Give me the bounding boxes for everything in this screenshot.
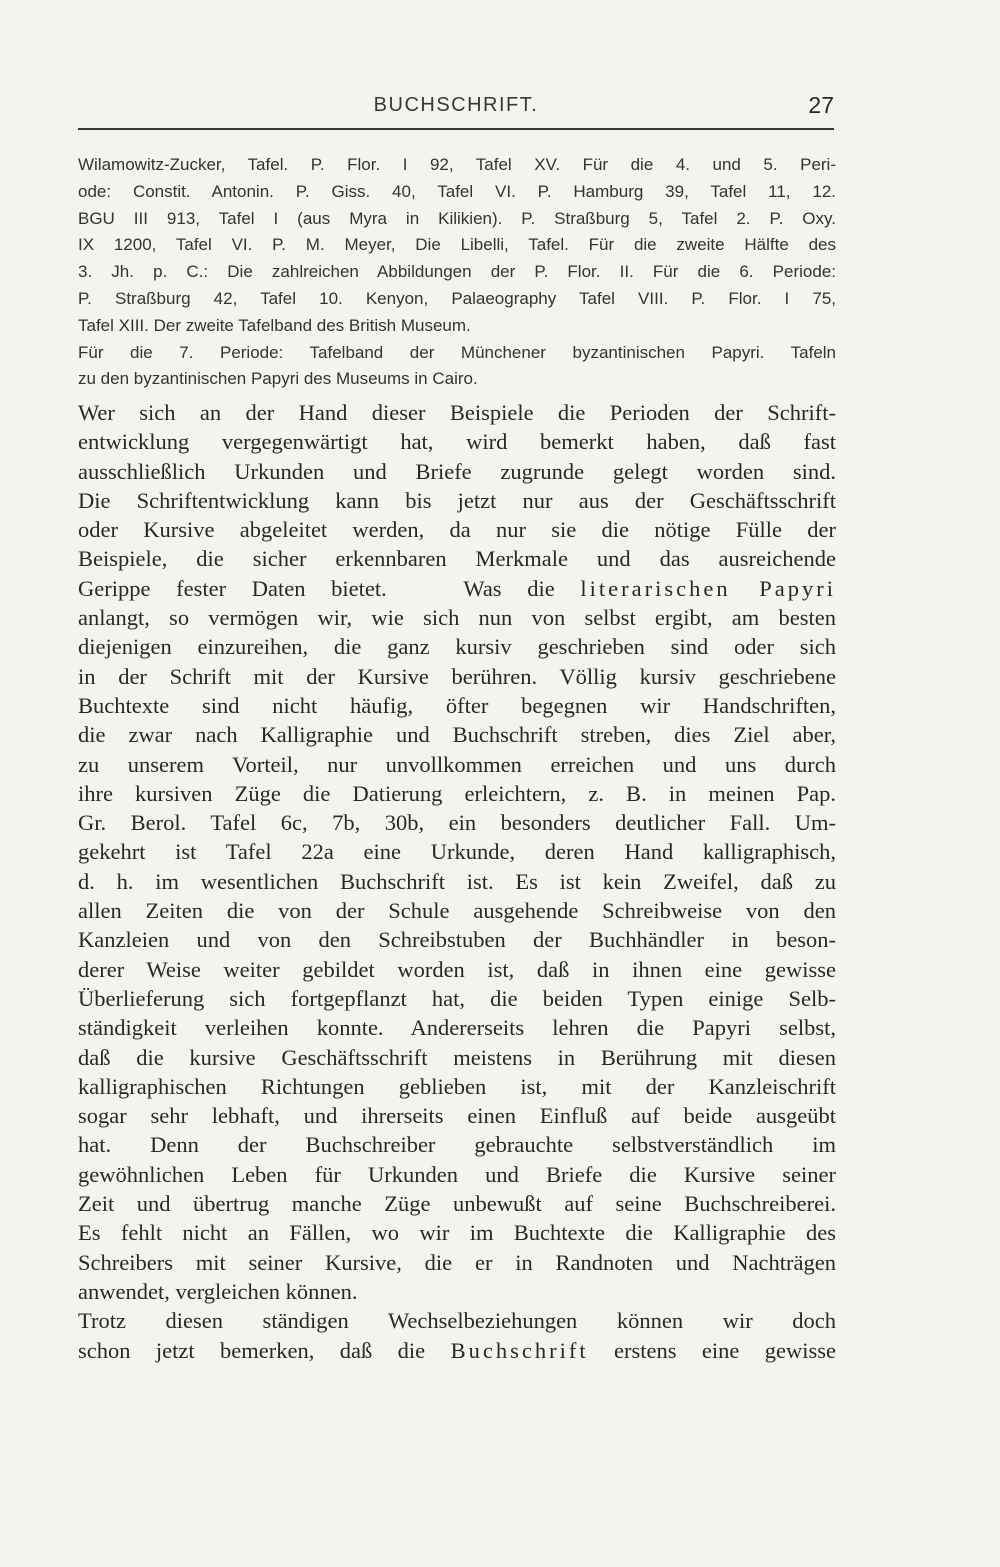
body-line: Gr. Berol. Tafel 6c, 7b, 30b, ein besonders deutlicher Fall. Um-	[78, 810, 836, 836]
body-line: Es fehlt nicht an Fällen, wo wir im Buchtexte die Kalligraphie des	[78, 1220, 836, 1246]
body-line-middle: Was die	[463, 575, 555, 601]
notes-line: BGU III 913, Tafel I (aus Myra in Kilikien). P. Straßburg 5, Tafel 2. P. Oxy.	[78, 208, 836, 228]
body-line: sogar sehr lebhaft, und ihrerseits einen Einfluß auf beide ausgeübt	[78, 1103, 836, 1129]
notes-line: Tafel XIII. Der zweite Tafelband des British Museum.	[78, 315, 471, 335]
body-line: in der Schrift mit der Kursive berühren. Völlig kursiv geschriebene	[78, 663, 836, 689]
body-line: derer Weise weiter gebildet worden ist, daß in ihnen eine gewisse	[78, 956, 836, 982]
body-line: Schreibers mit seiner Kursive, die er in Randnoten und Nachträgen	[78, 1249, 836, 1275]
body-line: d. h. im wesentlichen Buchschrift ist. Es ist kein Zweifel, daß zu	[78, 868, 836, 894]
body-line: anwendet, vergleichen können.	[78, 1278, 358, 1304]
body-line: Beispiele, die sicher erkennbaren Merkmale und das ausreichende	[78, 546, 836, 572]
body-text	[78, 398, 836, 1365]
body-line-end: erstens eine gewisse	[614, 1337, 837, 1363]
body-line: ausschließlich Urkunden und Briefe zugrunde gelegt worden sind.	[78, 458, 836, 484]
body-line: Zeit und übertrug manche Züge unbewußt auf seine Buchschreiberei.	[78, 1191, 836, 1217]
body-line: daß die kursive Geschäftsschrift meistens in Berührung mit diesen	[78, 1044, 836, 1070]
body-line: ihre kursiven Züge die Datierung erleichtern, z. B. in meinen Pap.	[78, 780, 836, 806]
body-line-mixed	[78, 1336, 836, 1365]
body-line: Buchtexte sind nicht häufig, öfter begegnen wir Handschriften,	[78, 692, 836, 718]
bibliographic-notes	[78, 152, 836, 393]
body-line: Wer sich an der Hand dieser Beispiele die Perioden der Schrift-	[78, 400, 836, 425]
body-line-mixed	[78, 574, 836, 603]
body-line: oder Kursive abgeleitet werden, da nur sie die nötige Fülle der	[78, 517, 836, 543]
notes-line: ode: Constit. Antonin. P. Giss. 40, Tafel VI. P. Hamburg 39, Tafel 11, 12.	[78, 181, 836, 201]
body-line: gewöhnlichen Leben für Urkunden und Briefe die Kursive seiner	[78, 1161, 836, 1187]
body-line-start: Gerippe fester Daten bietet.	[78, 575, 387, 601]
notes-line: IX 1200, Tafel VI. P. M. Meyer, Die Libelli, Tafel. Für die zweite Hälfte des	[78, 235, 836, 255]
body-line-start: schon jetzt bemerken, daß die	[78, 1337, 426, 1363]
page-header	[78, 94, 834, 130]
notes-line: Wilamowitz-Zucker, Tafel. P. Flor. I 92, Tafel XV. Für die 4. und 5. Peri-	[78, 155, 836, 174]
spaced-emphasis: Buchschrift	[450, 1337, 589, 1363]
body-line: Kanzleien und von den Schreibstuben der Buchhändler in beson-	[78, 927, 836, 953]
notes-line: P. Straßburg 42, Tafel 10. Kenyon, Palaeography Tafel VIII. P. Flor. I 75,	[78, 288, 836, 308]
body-line: kalligraphischen Richtungen geblieben ist, mit der Kanzleischrift	[78, 1073, 836, 1099]
notes-line: Für die 7. Periode: Tafelband der Münchener byzantinischen Papyri. Tafeln	[78, 342, 836, 362]
body-line: Überlieferung sich fortgepflanzt hat, die beiden Typen einige Selb-	[78, 985, 836, 1011]
body-line: hat. Denn der Buchschreiber gebrauchte selbstverständlich im	[78, 1132, 836, 1158]
body-line: allen Zeiten die von der Schule ausgehende Schreibweise von den	[78, 898, 836, 924]
body-line: entwicklung vergegenwärtigt hat, wird bemerkt haben, daß fast	[78, 429, 836, 455]
notes-line: 3. Jh. p. C.: Die zahlreichen Abbildungen der P. Flor. II. Für die 6. Periode:	[78, 262, 836, 282]
spaced-emphasis: literarischen Papyri	[580, 575, 837, 601]
body-line: ständigkeit verleihen konnte. Andererseits lehren die Papyri selbst,	[78, 1015, 836, 1041]
page-number: 27	[808, 92, 834, 118]
body-line: die zwar nach Kalligraphie und Buchschrift streben, dies Ziel aber,	[78, 722, 836, 748]
notes-line: zu den byzantinischen Papyri des Museums in Cairo.	[78, 369, 478, 389]
body-line: Trotz diesen ständigen Wechselbeziehungen können wir doch	[78, 1308, 836, 1334]
body-line: gekehrt ist Tafel 22a eine Urkunde, deren Hand kalligraphisch,	[78, 839, 836, 865]
running-head: BUCHSCHRIFT.	[373, 94, 539, 116]
body-line: Die Schriftentwicklung kann bis jetzt nur aus der Geschäftsschrift	[78, 487, 836, 513]
body-line: zu unserem Vorteil, nur unvollkommen erreichen und uns durch	[78, 751, 836, 777]
body-line: anlangt, so vermögen wir, wie sich nun von selbst ergibt, am besten	[78, 605, 836, 631]
body-line: diejenigen einzureihen, die ganz kursiv geschrieben sind oder sich	[78, 634, 836, 660]
